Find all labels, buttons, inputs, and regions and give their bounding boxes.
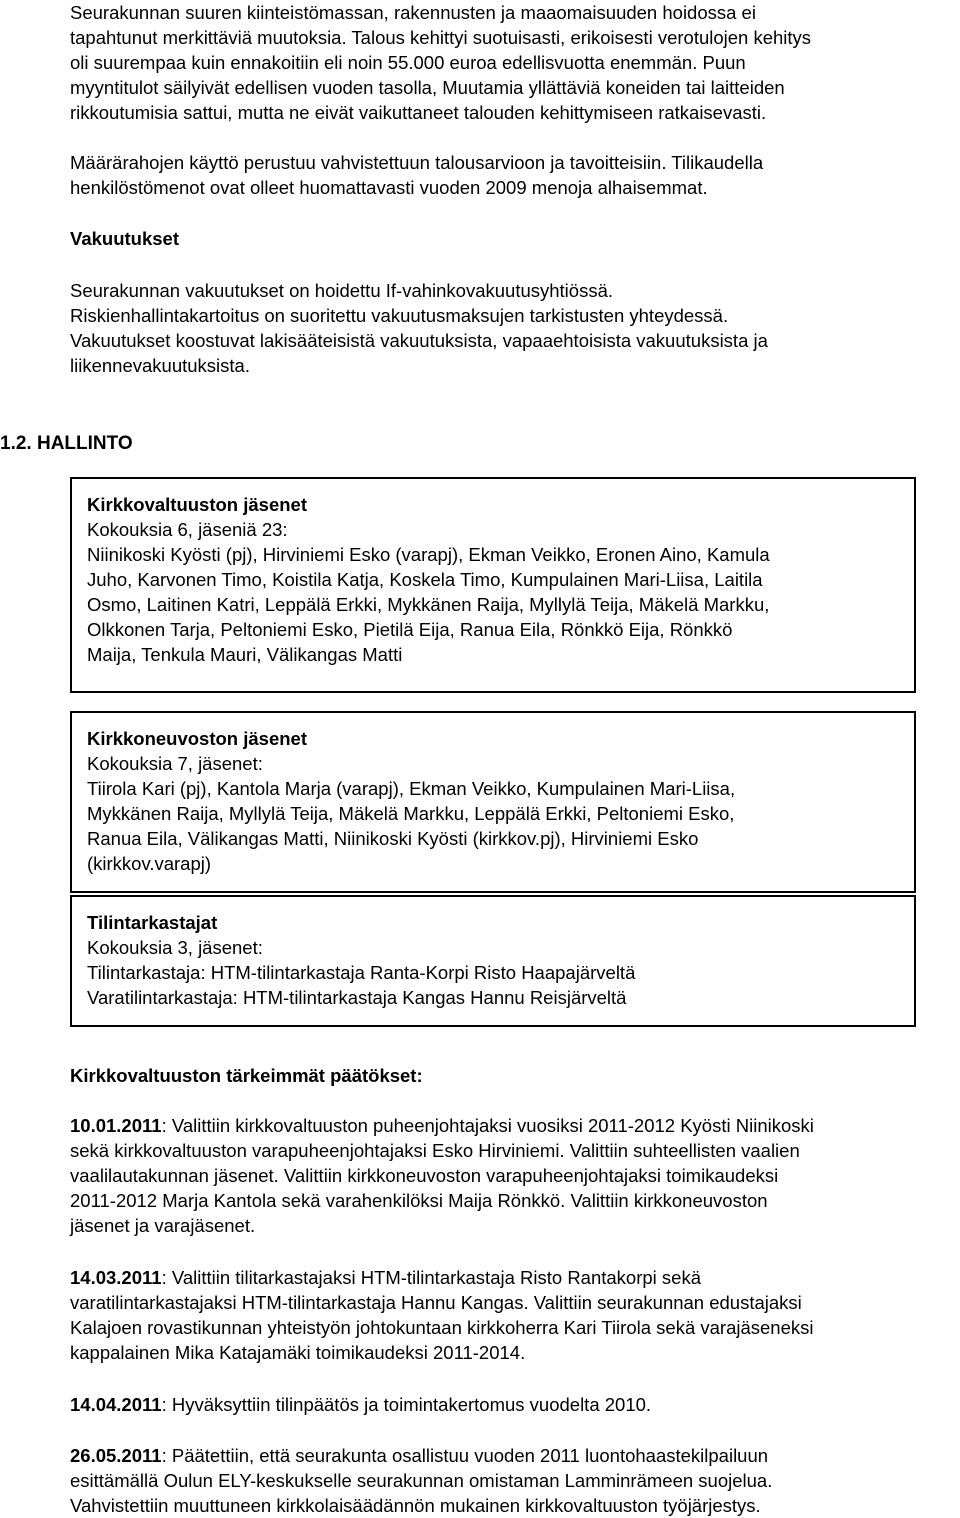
decision-date: 26.05.2011: [70, 1445, 162, 1466]
intro-paragraph: [70, 0, 940, 125]
auditor-line: Tilintarkastaja: HTM-tilintarkastaja Ranta-Korpi Risto Haapajärveltä: [87, 962, 636, 983]
insurance-line: Riskienhallintakartoitus on suoritettu vakuutusmaksujen tarkistusten yhteydessä.: [70, 305, 729, 326]
council-member-line: Maija, Tenkula Mauri, Välikangas Matti: [87, 644, 403, 665]
board-meetings: Kokouksia 7, jäsenet:: [87, 753, 263, 774]
decision-line: varatilintarkastajaksi HTM-tilintarkastaja Hannu Kangas. Valittiin seurakunnan edustajaksi: [70, 1292, 802, 1313]
decision-line: Kalajoen rovastikunnan yhteistyön johtokuntaan kirkkoherra Kari Tiirola sekä varajäseneksi: [70, 1317, 814, 1338]
board-member-line: Mykkänen Raija, Myllylä Teija, Mäkelä Markku, Leppälä Erkki, Peltoniemi Esko,: [87, 803, 735, 824]
board-box: [70, 711, 916, 893]
decision-line: 2011-2012 Marja Kantola sekä varahenkilöksi Maija Rönkkö. Valittiin kirkkoneuvoston: [70, 1190, 768, 1211]
insurance-line: Vakuutukset koostuvat lakisääteisistä vakuutuksista, vapaaehtoisista vakuutuksista ja: [70, 330, 768, 351]
board-member-line: (kirkkov.varapj): [87, 853, 212, 874]
decision-line: jäsenet ja varajäsenet.: [70, 1215, 256, 1236]
board-title: Kirkkoneuvoston jäsenet: [87, 728, 308, 749]
decision-date: 10.01.2011: [70, 1115, 162, 1136]
decision-line: sekä kirkkovaltuuston varapuheenjohtajaksi Esko Hirviniemi. Valittiin suhteellisten vaalien: [70, 1140, 800, 1161]
decision-item: [70, 1265, 940, 1365]
insurance-line: liikennevakuutuksista.: [70, 355, 250, 376]
council-member-line: Juho, Karvonen Timo, Koistila Katja, Koskela Timo, Kumpulainen Mari-Liisa, Laitila: [87, 569, 763, 590]
decision-line: vaalilautakunnan jäsenet. Valittiin kirkkoneuvoston varapuheenjohtajaksi toimikaudeksi: [70, 1165, 779, 1186]
auditors-box: [70, 895, 916, 1027]
auditor-line: Varatilintarkastaja: HTM-tilintarkastaja Kangas Hannu Reisjärveltä: [87, 987, 627, 1008]
decisions-title: Kirkkovaltuuston tärkeimmät päätökset:: [70, 1065, 423, 1086]
board-member-line: Ranua Eila, Välikangas Matti, Niinikoski Kyösti (kirkkov.pj), Hirviniemi Esko: [87, 828, 699, 849]
council-member-line: Osmo, Laitinen Katri, Leppälä Erkki, Mykkänen Raija, Myllylä Teija, Mäkelä Markku,: [87, 594, 770, 615]
auditors-title: Tilintarkastajat: [87, 912, 218, 933]
insurance-line: Seurakunnan vakuutukset on hoidettu If-vahinkovakuutusyhtiössä.: [70, 280, 614, 301]
decision-line: Vahvistettiin muuttuneen kirkkolaisäädännön mukainen kirkkovaltuuston työjärjestys.: [70, 1495, 761, 1516]
insurance-paragraph: [70, 278, 940, 378]
council-box: [70, 477, 916, 693]
decision-text: : Päätettiin, että seurakunta osallistuu vuoden 2011 luontohaastekilpailuun: [161, 1445, 769, 1466]
decision-text: : Valittiin kirkkovaltuuston puheenjohtajaksi vuosiksi 2011-2012 Kyösti Niinikoski: [161, 1115, 814, 1136]
decision-item: [70, 1392, 940, 1417]
intro-line: oli suurempaa kuin ennakoitiin eli noin 55.000 euroa edellisvuotta enemmän. Puun: [70, 52, 746, 73]
council-title: Kirkkovaltuuston jäsenet: [87, 494, 308, 515]
decision-line: esittämällä Oulun ELY-keskukselle seurakunnan omistaman Lamminrämeen suojelua.: [70, 1470, 773, 1491]
decision-item: [70, 1113, 940, 1238]
decision-date: 14.03.2011: [70, 1267, 162, 1288]
council-meetings: Kokouksia 6, jäseniä 23:: [87, 519, 288, 540]
decision-first-line: [70, 1113, 940, 1138]
decision-item: [70, 1443, 940, 1518]
decision-first-line: [70, 1392, 940, 1417]
council-member-line: Olkkonen Tarja, Peltoniemi Esko, Pietilä Eija, Ranua Eila, Rönkkö Eija, Rönkkö: [87, 619, 733, 640]
decision-first-line: [70, 1443, 940, 1468]
intro-line: tapahtunut merkittäviä muutoksia. Talous kehittyi suotuisasti, erikoisesti verotulojen kehitys: [70, 27, 812, 48]
decision-line: kappalainen Mika Katajamäki toimikaudeksi 2011-2014.: [70, 1342, 526, 1363]
budget-line: henkilöstömenot ovat olleet huomattavasti vuoden 2009 menoja alhaisemmat.: [70, 177, 708, 198]
intro-line: Seurakunnan suuren kiinteistömassan, rakennusten ja maaomaisuuden hoidossa ei: [70, 2, 756, 23]
budget-line: Määrärahojen käyttö perustuu vahvistettuun talousarvioon ja tavoitteisiin. Tilikaudella: [70, 152, 764, 173]
board-member-line: Tiirola Kari (pj), Kantola Marja (varapj), Ekman Veikko, Kumpulainen Mari-Liisa,: [87, 778, 736, 799]
section-heading: 1.2. HALLINTO: [0, 433, 133, 454]
intro-line: rikkoutumisia sattui, mutta ne eivät vaikuttaneet talouden kehittymiseen ratkaisevasti.: [70, 102, 767, 123]
council-member-line: Niinikoski Kyösti (pj), Hirviniemi Esko (varapj), Ekman Veikko, Eronen Aino, Kamula: [87, 544, 770, 565]
decision-first-line: [70, 1265, 940, 1290]
decision-text: : Hyväksyttiin tilinpäätös ja toimintakertomus vuodelta 2010.: [161, 1394, 652, 1415]
budget-paragraph: [70, 150, 940, 200]
intro-line: myyntitulot säilyivät edellisen vuoden tasolla, Muutamia yllättäviä koneiden tai laitteiden: [70, 77, 785, 98]
insurance-title: Vakuutukset: [70, 228, 179, 249]
decision-date: 14.04.2011: [70, 1394, 162, 1415]
auditors-meetings: Kokouksia 3, jäsenet:: [87, 937, 263, 958]
decision-text: : Valittiin tilitarkastajaksi HTM-tilintarkastaja Risto Rantakorpi sekä: [161, 1267, 701, 1288]
